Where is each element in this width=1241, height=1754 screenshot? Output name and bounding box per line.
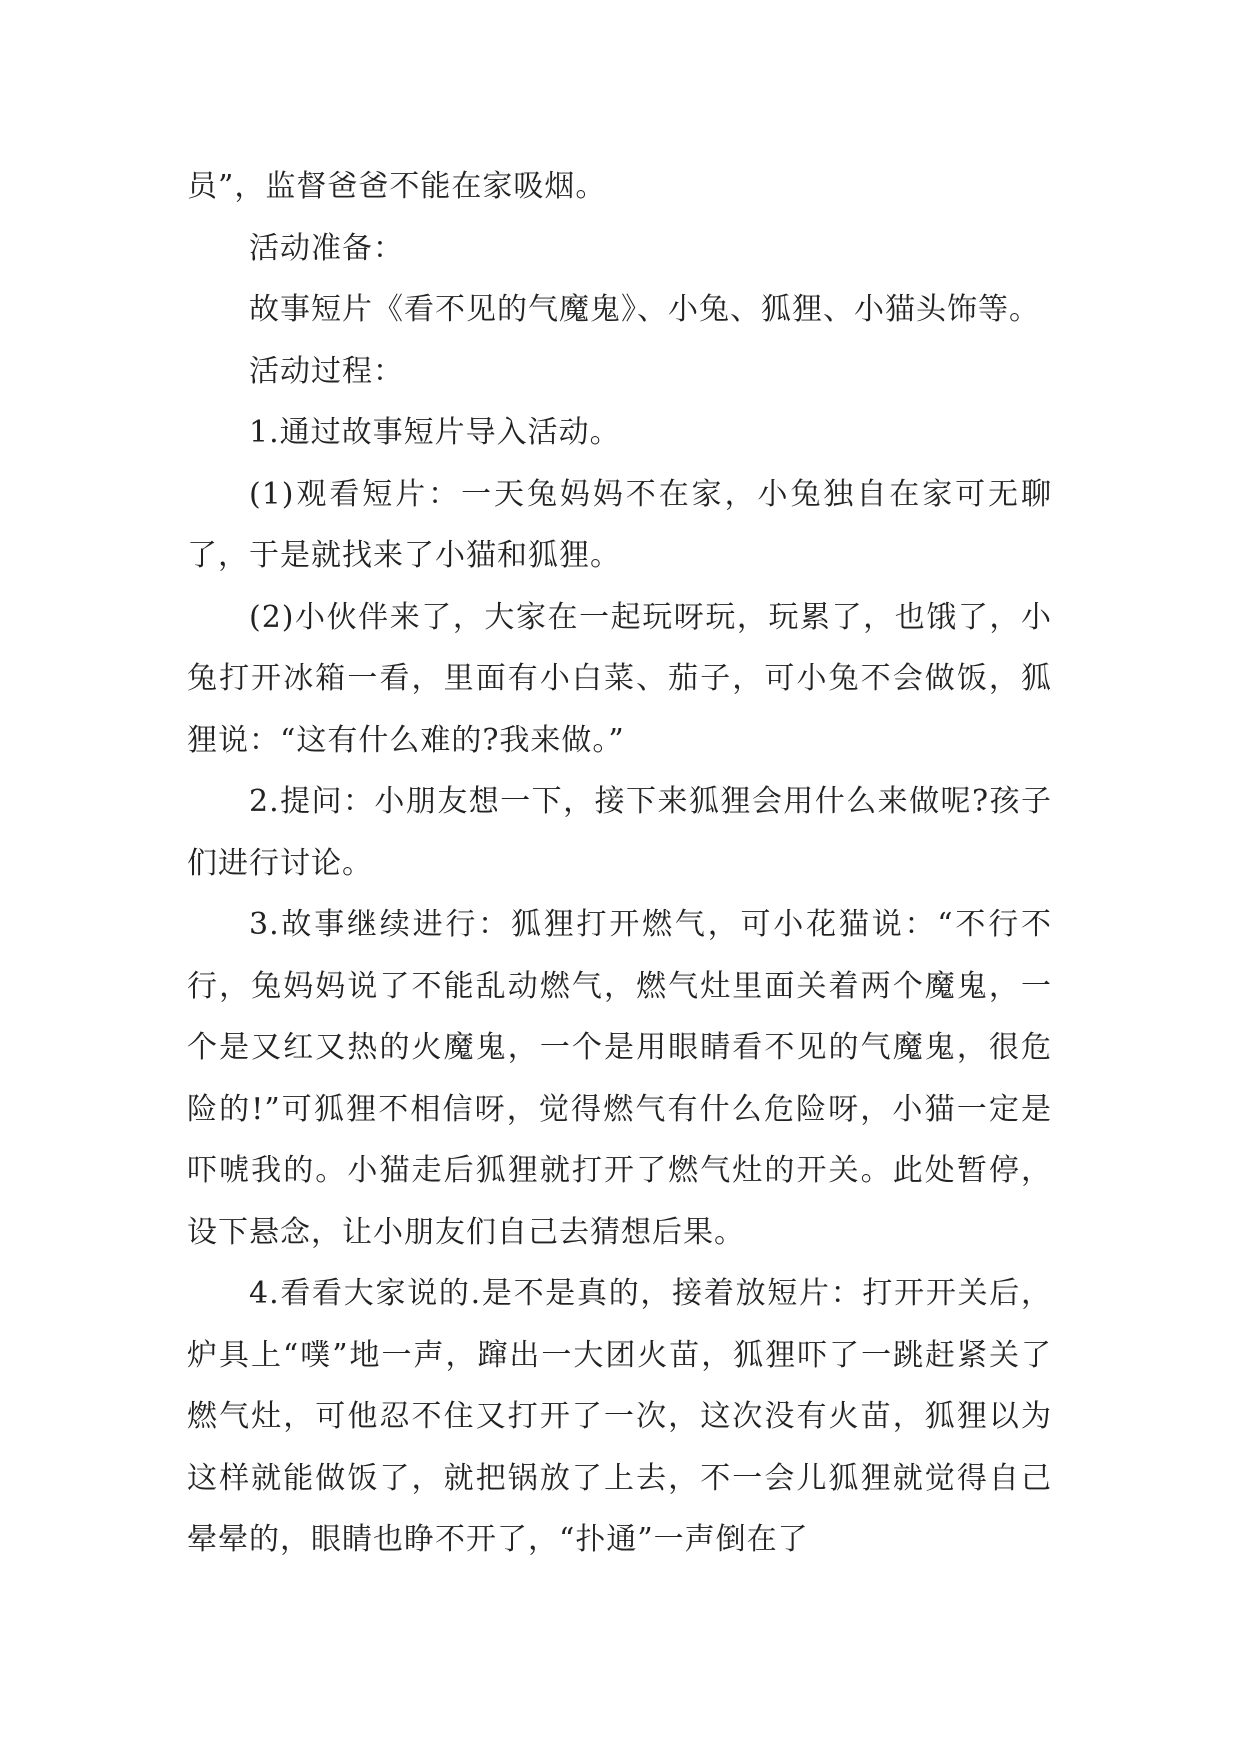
step-3: 3.故事继续进行：狐狸打开燃气，可小花猫说：“不行不行，兔妈妈说了不能乱动燃气，燃气灶里面关着两个魔鬼，一个是又红又热的火魔鬼，一个是用眼睛看不见的气魔鬼，很危险的!”可狐狸不相信呀，觉得燃气有什么危险呀，小猫一定是吓唬我的。小猫走后狐狸就打开了燃气灶的开关。此处暂停，设下悬念，让小朋友们自己去猜想后果。 — [187, 907, 1052, 1250]
step-1-sub-2: (2)小伙伴来了，大家在一起玩呀玩，玩累了，也饿了，小兔打开冰箱一看，里面有小白菜、茄子，可小兔不会做饭，狐狸说：“这有什么难的?我来做。” — [187, 599, 1052, 758]
heading-activity-process: 活动过程： — [249, 353, 404, 389]
document-body — [187, 156, 1052, 1571]
step-2: 2.提问：小朋友想一下，接下来狐狸会用什么来做呢?孩子们进行讨论。 — [187, 784, 1052, 881]
step-1-sub-1: (1)观看短片：一天兔妈妈不在家，小兔独自在家可无聊了，于是就找来了小猫和狐狸。 — [187, 476, 1052, 573]
heading-activity-preparation: 活动准备： — [249, 230, 404, 266]
paragraph-materials: 故事短片《看不见的气魔鬼》、小兔、狐狸、小猫头饰等。 — [249, 292, 1040, 327]
paragraph-continuation: 员”，监督爸爸不能在家吸烟。 — [187, 169, 607, 204]
step-1: 1.通过故事短片导入活动。 — [249, 415, 621, 450]
step-4: 4.看看大家说的.是不是真的，接着放短片：打开开关后，炉具上“噗”地一声，蹿出一大团火苗，狐狸吓了一跳赶紧关了燃气灶，可他忍不住又打开了一次，这次没有火苗，狐狸以为这样就能做饭了，就把锅放了上去，不一会儿狐狸就觉得自己晕晕的，眼睛也睁不开了，“扑通”一声倒在了 — [187, 1276, 1052, 1557]
